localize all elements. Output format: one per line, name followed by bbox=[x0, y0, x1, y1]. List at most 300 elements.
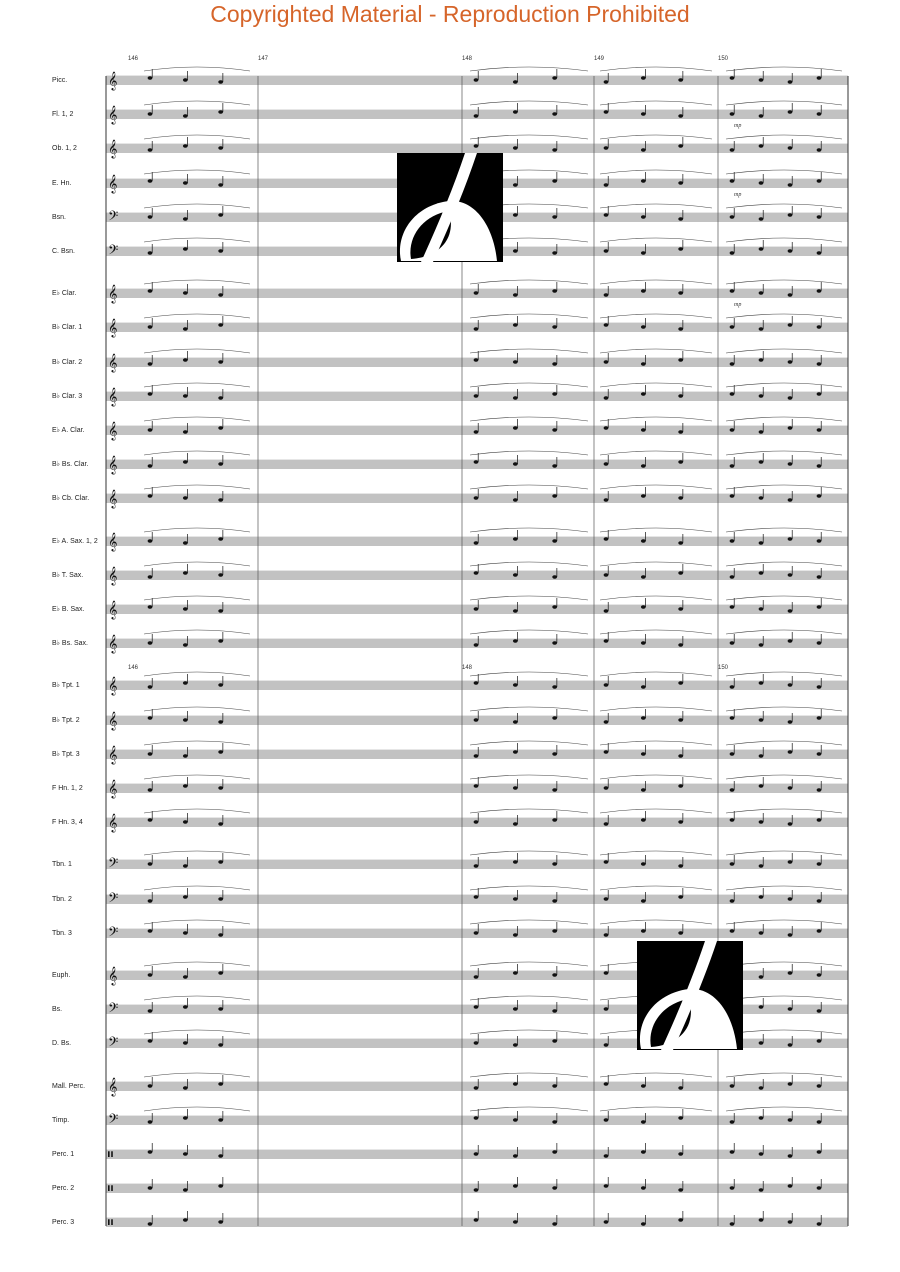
note bbox=[641, 179, 646, 182]
phrase-slur bbox=[726, 962, 842, 966]
note bbox=[218, 110, 223, 113]
instrument-name: E♭ Clar. bbox=[52, 290, 77, 297]
note bbox=[183, 1188, 188, 1191]
note bbox=[513, 933, 518, 936]
note bbox=[817, 428, 822, 431]
note bbox=[148, 929, 153, 932]
note bbox=[788, 573, 793, 576]
note bbox=[148, 76, 153, 79]
measure-number: 147 bbox=[258, 56, 269, 62]
note bbox=[759, 1116, 764, 1119]
note bbox=[604, 860, 609, 863]
note bbox=[641, 494, 646, 497]
phrase-slur bbox=[600, 101, 712, 105]
phrase-slur bbox=[144, 238, 250, 242]
note bbox=[474, 1218, 479, 1221]
note bbox=[730, 76, 735, 79]
note bbox=[513, 720, 518, 723]
phrase-slur bbox=[726, 1073, 842, 1077]
note bbox=[817, 148, 822, 151]
clef-icon: 𝄢 bbox=[108, 924, 119, 943]
note bbox=[148, 685, 153, 688]
note bbox=[759, 78, 764, 81]
note bbox=[513, 1184, 518, 1187]
note bbox=[759, 541, 764, 544]
note bbox=[817, 392, 822, 395]
note bbox=[678, 327, 683, 330]
note bbox=[513, 683, 518, 686]
note bbox=[474, 754, 479, 757]
note bbox=[218, 213, 223, 216]
note bbox=[474, 291, 479, 294]
phrase-slur bbox=[600, 528, 712, 532]
phrase-slur bbox=[600, 886, 712, 890]
phrase-slur bbox=[726, 528, 842, 532]
phrase-slur bbox=[470, 451, 588, 455]
clef-icon: 𝄞 bbox=[108, 387, 118, 406]
phrase-slur bbox=[726, 886, 842, 890]
dynamic-marking: mp bbox=[734, 192, 742, 198]
note bbox=[474, 607, 479, 610]
note bbox=[218, 1118, 223, 1121]
note bbox=[678, 114, 683, 117]
note bbox=[513, 249, 518, 252]
note bbox=[678, 643, 683, 646]
phrase-slur bbox=[470, 672, 588, 676]
note bbox=[218, 360, 223, 363]
note bbox=[552, 685, 557, 688]
phrase-slur bbox=[144, 962, 250, 966]
note bbox=[817, 539, 822, 542]
note bbox=[759, 496, 764, 499]
note bbox=[218, 498, 223, 501]
note bbox=[218, 573, 223, 576]
note bbox=[678, 1116, 683, 1119]
note bbox=[788, 1007, 793, 1010]
phrase-slur bbox=[470, 349, 588, 353]
phrase-slur bbox=[600, 630, 712, 634]
note bbox=[678, 460, 683, 463]
note bbox=[678, 1218, 683, 1221]
note bbox=[817, 179, 822, 182]
note bbox=[730, 494, 735, 497]
note bbox=[183, 291, 188, 294]
note bbox=[513, 573, 518, 576]
note bbox=[552, 641, 557, 644]
note bbox=[604, 537, 609, 540]
note bbox=[678, 247, 683, 250]
instrument-name: F Hn. 3, 4 bbox=[52, 819, 83, 826]
note bbox=[218, 822, 223, 825]
clef-icon: 𝄥 bbox=[108, 1145, 113, 1164]
note bbox=[552, 929, 557, 932]
note bbox=[788, 860, 793, 863]
note bbox=[148, 605, 153, 608]
phrase-slur bbox=[726, 238, 842, 242]
instrument-name: Tbn. 3 bbox=[52, 930, 72, 937]
note bbox=[148, 494, 153, 497]
phrase-slur bbox=[470, 314, 588, 318]
note bbox=[218, 971, 223, 974]
note bbox=[604, 1007, 609, 1010]
phrase-slur bbox=[144, 562, 250, 566]
phrase-slur bbox=[470, 417, 588, 421]
note bbox=[678, 78, 683, 81]
note bbox=[678, 394, 683, 397]
note bbox=[474, 114, 479, 117]
note bbox=[183, 114, 188, 117]
note bbox=[730, 539, 735, 542]
clef-icon: 𝄞 bbox=[108, 813, 118, 832]
instrument-name: Bs. bbox=[52, 1006, 63, 1013]
clef-icon: 𝄢 bbox=[108, 1034, 119, 1053]
note bbox=[604, 396, 609, 399]
phrase-slur bbox=[144, 630, 250, 634]
note bbox=[730, 605, 735, 608]
phrase-slur bbox=[144, 135, 250, 139]
note bbox=[604, 786, 609, 789]
note bbox=[604, 80, 609, 83]
clef-icon: 𝄢 bbox=[108, 1000, 119, 1019]
phrase-slur bbox=[600, 314, 712, 318]
note bbox=[759, 643, 764, 646]
note bbox=[218, 293, 223, 296]
note bbox=[759, 217, 764, 220]
clef-icon: 𝄢 bbox=[108, 1111, 119, 1130]
note bbox=[641, 818, 646, 821]
note bbox=[183, 394, 188, 397]
note bbox=[513, 293, 518, 296]
phrase-slur bbox=[600, 67, 712, 71]
phrase-slur bbox=[726, 1107, 842, 1111]
note bbox=[183, 864, 188, 867]
note bbox=[759, 1041, 764, 1044]
note bbox=[218, 933, 223, 936]
note bbox=[678, 291, 683, 294]
phrase-slur bbox=[600, 672, 712, 676]
phrase-slur bbox=[600, 775, 712, 779]
note bbox=[148, 179, 153, 182]
phrase-slur bbox=[726, 920, 842, 924]
note bbox=[148, 1150, 153, 1153]
note bbox=[678, 541, 683, 544]
note bbox=[183, 975, 188, 978]
phrase-slur bbox=[144, 851, 250, 855]
note bbox=[641, 1186, 646, 1189]
phrase-slur bbox=[600, 707, 712, 711]
note bbox=[513, 822, 518, 825]
note bbox=[788, 323, 793, 326]
note bbox=[788, 1043, 793, 1046]
phrase-slur bbox=[600, 920, 712, 924]
note bbox=[474, 1005, 479, 1008]
measure-number: 148 bbox=[462, 56, 473, 62]
clef-icon: 𝄞 bbox=[108, 455, 118, 474]
note bbox=[218, 183, 223, 186]
note bbox=[474, 820, 479, 823]
note bbox=[218, 1007, 223, 1010]
note bbox=[552, 362, 557, 365]
phrase-slur bbox=[470, 135, 588, 139]
note bbox=[788, 1154, 793, 1157]
note bbox=[474, 358, 479, 361]
phrase-slur bbox=[470, 1073, 588, 1077]
note bbox=[552, 325, 557, 328]
note bbox=[604, 573, 609, 576]
note bbox=[817, 862, 822, 865]
instrument-name: Perc. 1 bbox=[52, 1151, 75, 1158]
note bbox=[678, 496, 683, 499]
note bbox=[759, 571, 764, 574]
note bbox=[604, 183, 609, 186]
note bbox=[183, 784, 188, 787]
note bbox=[788, 146, 793, 149]
note bbox=[788, 183, 793, 186]
note bbox=[552, 112, 557, 115]
note bbox=[759, 144, 764, 147]
note bbox=[148, 289, 153, 292]
note bbox=[218, 1220, 223, 1223]
phrase-slur bbox=[600, 238, 712, 242]
note bbox=[513, 897, 518, 900]
note bbox=[678, 607, 683, 610]
measure-number: 146 bbox=[128, 665, 139, 671]
phrase-slur bbox=[144, 1073, 250, 1077]
phrase-slur bbox=[726, 417, 842, 421]
note bbox=[759, 681, 764, 684]
note bbox=[513, 1154, 518, 1157]
note bbox=[474, 718, 479, 721]
phrase-slur bbox=[600, 451, 712, 455]
instrument-name: Perc. 3 bbox=[52, 1219, 75, 1226]
note bbox=[218, 860, 223, 863]
note bbox=[552, 464, 557, 467]
note bbox=[474, 864, 479, 867]
note bbox=[730, 929, 735, 932]
note bbox=[604, 146, 609, 149]
note bbox=[788, 786, 793, 789]
note bbox=[730, 575, 735, 578]
note bbox=[552, 148, 557, 151]
note bbox=[817, 251, 822, 254]
note bbox=[183, 754, 188, 757]
phrase-slur bbox=[470, 67, 588, 71]
note bbox=[148, 575, 153, 578]
note bbox=[183, 217, 188, 220]
note bbox=[730, 112, 735, 115]
clef-icon: 𝄞 bbox=[108, 284, 118, 303]
clef-icon: 𝄞 bbox=[108, 421, 118, 440]
note bbox=[759, 975, 764, 978]
note bbox=[817, 752, 822, 755]
note bbox=[148, 215, 153, 218]
phrase-slur bbox=[600, 1107, 712, 1111]
phrase-slur bbox=[144, 1030, 250, 1034]
note bbox=[148, 392, 153, 395]
note bbox=[730, 1150, 735, 1153]
note bbox=[183, 571, 188, 574]
phrase-slur bbox=[726, 630, 842, 634]
phrase-slur bbox=[470, 996, 588, 1000]
note bbox=[148, 899, 153, 902]
note bbox=[730, 641, 735, 644]
note bbox=[641, 539, 646, 542]
clef-icon: 𝄞 bbox=[108, 634, 118, 653]
note bbox=[474, 541, 479, 544]
phrase-slur bbox=[144, 741, 250, 745]
note bbox=[183, 718, 188, 721]
note bbox=[474, 327, 479, 330]
instrument-name: Perc. 2 bbox=[52, 1185, 75, 1192]
note bbox=[604, 639, 609, 642]
note bbox=[730, 1120, 735, 1123]
note bbox=[604, 750, 609, 753]
note bbox=[604, 683, 609, 686]
copyright-banner: Copyrighted Material - Reproduction Prohibited bbox=[210, 1, 690, 27]
note bbox=[513, 426, 518, 429]
note bbox=[183, 1086, 188, 1089]
phrase-slur bbox=[600, 135, 712, 139]
note bbox=[730, 148, 735, 151]
phrase-slur bbox=[600, 383, 712, 387]
phrase-slur bbox=[726, 135, 842, 139]
note bbox=[183, 931, 188, 934]
instrument-name: Fl. 1, 2 bbox=[52, 111, 74, 118]
note bbox=[759, 931, 764, 934]
note bbox=[730, 392, 735, 395]
note bbox=[730, 788, 735, 791]
instrument-name: Euph. bbox=[52, 972, 71, 979]
note bbox=[641, 788, 646, 791]
instrument-name: B♭ Clar. 1 bbox=[52, 324, 83, 331]
note bbox=[148, 1084, 153, 1087]
phrase-slur bbox=[600, 809, 712, 813]
note bbox=[183, 78, 188, 81]
note bbox=[678, 1152, 683, 1155]
note bbox=[604, 822, 609, 825]
note bbox=[218, 609, 223, 612]
note bbox=[641, 428, 646, 431]
note bbox=[759, 430, 764, 433]
phrase-slur bbox=[726, 741, 842, 745]
note bbox=[474, 931, 479, 934]
clef-icon: 𝄞 bbox=[108, 676, 118, 695]
note bbox=[759, 327, 764, 330]
instrument-name: B♭ Tpt. 1 bbox=[52, 682, 80, 689]
note bbox=[817, 1039, 822, 1042]
note bbox=[604, 323, 609, 326]
clef-icon: 𝄞 bbox=[108, 174, 118, 193]
note bbox=[788, 426, 793, 429]
note bbox=[552, 1150, 557, 1153]
note bbox=[552, 539, 557, 542]
note bbox=[604, 609, 609, 612]
note bbox=[730, 428, 735, 431]
note bbox=[218, 426, 223, 429]
note bbox=[604, 1154, 609, 1157]
note bbox=[474, 78, 479, 81]
note bbox=[641, 752, 646, 755]
note bbox=[788, 822, 793, 825]
phrase-slur bbox=[144, 775, 250, 779]
note bbox=[183, 1218, 188, 1221]
note bbox=[513, 1220, 518, 1223]
instrument-name: Tbn. 1 bbox=[52, 861, 72, 868]
note bbox=[148, 973, 153, 976]
note bbox=[218, 146, 223, 149]
phrase-slur bbox=[144, 809, 250, 813]
measure-number: 150 bbox=[718, 665, 729, 671]
note bbox=[513, 1082, 518, 1085]
instrument-name: B♭ Bs. Sax. bbox=[52, 640, 88, 647]
phrase-slur bbox=[144, 920, 250, 924]
note bbox=[759, 607, 764, 610]
phrase-slur bbox=[726, 170, 842, 174]
note bbox=[788, 537, 793, 540]
phrase-slur bbox=[470, 101, 588, 105]
clef-icon: 𝄥 bbox=[108, 1213, 113, 1232]
note bbox=[678, 820, 683, 823]
note bbox=[678, 931, 683, 934]
clef-icon: 𝄞 bbox=[108, 966, 118, 985]
phrase-slur bbox=[470, 485, 588, 489]
phrase-slur bbox=[600, 851, 712, 855]
note bbox=[148, 251, 153, 254]
phrase-slur bbox=[726, 314, 842, 318]
note bbox=[678, 217, 683, 220]
note bbox=[678, 784, 683, 787]
instrument-name: Mall. Perc. bbox=[52, 1083, 86, 1090]
instrument-name: Picc. bbox=[52, 77, 68, 84]
note bbox=[759, 1218, 764, 1221]
note bbox=[604, 720, 609, 723]
note bbox=[513, 750, 518, 753]
note bbox=[474, 895, 479, 898]
phrase-slur bbox=[726, 280, 842, 284]
note bbox=[148, 325, 153, 328]
note bbox=[218, 1154, 223, 1157]
note bbox=[730, 716, 735, 719]
note bbox=[552, 716, 557, 719]
phrase-slur bbox=[600, 562, 712, 566]
note bbox=[604, 110, 609, 113]
note bbox=[759, 784, 764, 787]
dynamic-marking: mp bbox=[734, 123, 742, 129]
note bbox=[817, 716, 822, 719]
note bbox=[218, 396, 223, 399]
phrase-slur bbox=[726, 707, 842, 711]
instrument-name: E♭ B. Sax. bbox=[52, 606, 85, 613]
note bbox=[148, 1186, 153, 1189]
note bbox=[474, 784, 479, 787]
note bbox=[604, 933, 609, 936]
note bbox=[183, 144, 188, 147]
phrase-slur bbox=[470, 775, 588, 779]
note bbox=[513, 609, 518, 612]
note bbox=[183, 1152, 188, 1155]
note bbox=[641, 112, 646, 115]
note bbox=[641, 1120, 646, 1123]
note bbox=[678, 864, 683, 867]
note bbox=[183, 430, 188, 433]
note bbox=[759, 181, 764, 184]
phrase-slur bbox=[600, 1073, 712, 1077]
phrase-slur bbox=[726, 67, 842, 71]
note bbox=[183, 820, 188, 823]
note bbox=[513, 1043, 518, 1046]
note bbox=[148, 641, 153, 644]
note bbox=[148, 818, 153, 821]
